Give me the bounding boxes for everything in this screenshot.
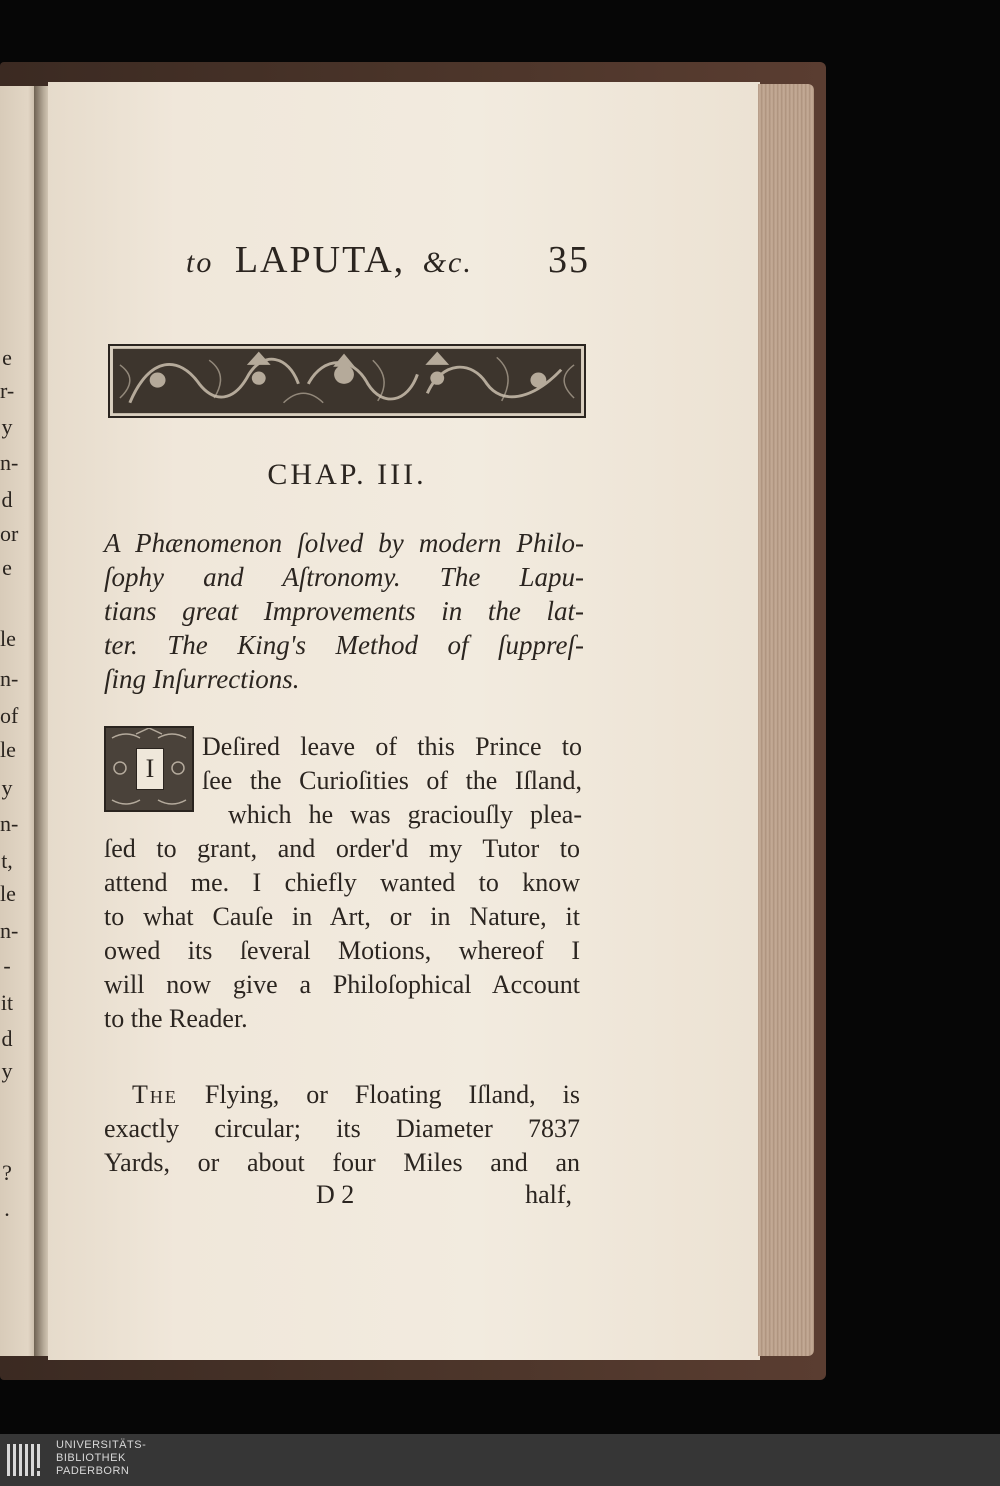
left-page-fragment: y <box>1 775 13 800</box>
left-page-fragment: le <box>0 737 16 762</box>
lead-word: The <box>132 1080 178 1109</box>
left-page-fragment: t, <box>1 848 13 873</box>
catchword: half, <box>525 1180 572 1209</box>
library-name <box>56 1439 146 1478</box>
ornamental-headpiece <box>108 344 586 418</box>
first-line-rest: Flying, or Floating Iſland, is <box>204 1080 580 1109</box>
left-page-fragment: le <box>0 881 16 906</box>
running-head-etc: &c. <box>422 246 473 279</box>
library-name-line: BIBLIOTHEK <box>56 1452 126 1464</box>
signature-mark: D 2 <box>316 1180 355 1209</box>
text-line: ſee the Curioſities of the Iſland, <box>202 766 582 795</box>
left-page-fragment: or <box>0 521 19 546</box>
text-line: owed its ſeveral Motions, whereof I <box>104 936 580 965</box>
left-page-fragment: d <box>1 487 13 512</box>
text-line: will now give a Philoſophical Account <box>104 970 580 999</box>
left-page-fragment: n- <box>0 450 19 475</box>
text-line: attend me. I chiefly wanted to know <box>104 868 580 897</box>
left-page-fragment: e <box>2 345 12 370</box>
summary-line: ſing Inſurrections. <box>104 664 300 694</box>
running-head <box>186 238 596 282</box>
chapter-heading: CHAP. III. <box>267 458 427 491</box>
text-line: Deſired leave of this Prince to <box>202 732 582 761</box>
left-page-fragment: d <box>1 1026 13 1051</box>
library-name-line: UNIVERSITÄTS- <box>56 1439 147 1451</box>
summary-line: ſophy and Aſtronomy. The Lapu- <box>104 562 584 592</box>
left-page-fragment: it <box>0 990 14 1015</box>
left-page-fragment: ? <box>2 1160 12 1185</box>
left-page-fragment: n- <box>0 918 19 943</box>
text-line: ſed to grant, and order'd my Tutor to <box>104 834 580 863</box>
initial-letter: I <box>136 748 164 790</box>
library-name-line: PADERBORN <box>56 1465 130 1477</box>
page-number: 35 <box>548 239 590 281</box>
left-page-fragment: y <box>1 414 13 439</box>
summary-line: ter. The King's Method of ſuppreſ- <box>104 630 584 660</box>
left-page-fragment: y <box>1 1058 13 1083</box>
page-fore-edge <box>758 84 814 1356</box>
summary-line: tians great Improvements in the lat- <box>104 596 584 626</box>
left-page-fragment: le <box>0 626 16 651</box>
text-line: which he was graciouſly plea- <box>228 800 582 829</box>
chapter-summary <box>104 526 584 696</box>
text-line: to the Reader. <box>104 1004 248 1033</box>
decorated-initial <box>104 726 194 812</box>
paragraph-2 <box>104 1078 580 1180</box>
running-head-title: LAPUTA, <box>234 239 406 281</box>
left-page-fragment: n- <box>0 666 19 691</box>
summary-line: A Phænomenon ſolved by modern Philo- <box>104 528 584 558</box>
text-line: exactly circular; its Diameter 7837 <box>104 1114 580 1143</box>
paragraph-1 <box>104 832 580 1036</box>
running-head-prefix: to <box>186 246 214 279</box>
text-line: to what Cauſe in Art, or in Nature, it <box>104 902 580 931</box>
library-footer <box>0 1434 1000 1486</box>
left-page-fragment: n- <box>0 811 19 836</box>
left-page-fragment: . <box>4 1196 10 1221</box>
text-line <box>104 1078 580 1112</box>
library-logo-icon <box>6 1440 46 1480</box>
left-page-fragment: of <box>0 703 19 728</box>
text-line: Yards, or about four Miles and an <box>104 1148 580 1177</box>
left-page-fragment: e <box>2 555 12 580</box>
left-page-fragment: r- <box>0 378 15 403</box>
left-page-fragment: - <box>3 953 11 978</box>
paragraph-1-indented <box>202 730 582 832</box>
